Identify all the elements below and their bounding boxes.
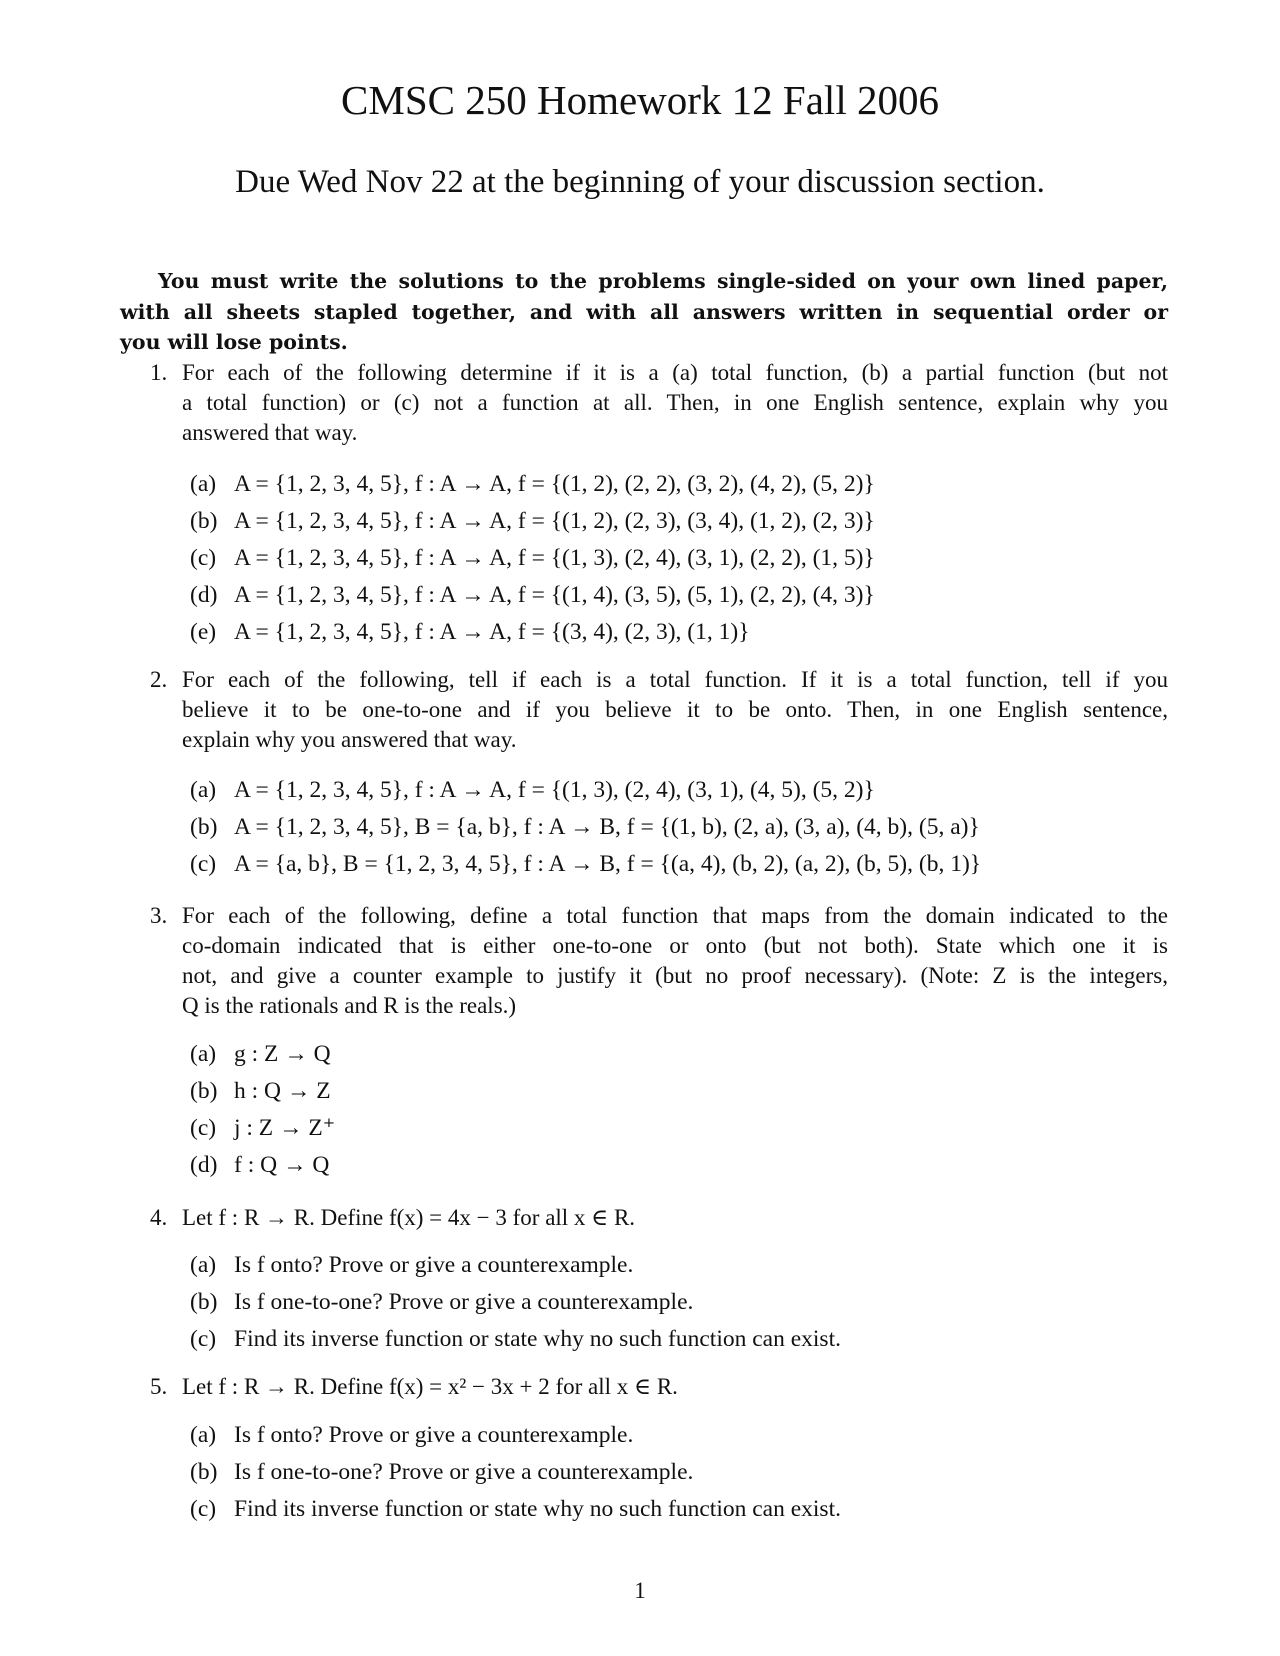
subpart <box>190 846 981 883</box>
subpart-text: Is f one-to-one? Prove or give a counterexample. <box>234 1459 694 1485</box>
subpart-label: (c) <box>190 1496 217 1522</box>
problem-2 <box>150 665 1168 755</box>
document-title: CMSC 250 Homework 12 Fall 2006 <box>341 77 939 123</box>
subpart-text: A = {1, 2, 3, 4, 5}, f : A → A, f = {(1, 2), (2, 3), (3, 4), (1, 2), (2, 3)} <box>234 508 875 534</box>
due-date: Due Wed Nov 22 at the beginning of your discussion section. <box>235 164 1045 200</box>
subpart <box>190 466 875 503</box>
subpart <box>190 1073 335 1110</box>
subpart-text: h : Q → Z <box>234 1078 331 1104</box>
subpart-label: (c) <box>190 851 217 877</box>
notice-line: you will lose points. <box>120 330 348 354</box>
subpart <box>190 540 875 577</box>
subpart-text: f : Q → Q <box>234 1152 330 1178</box>
problem-number: 1. <box>150 360 168 385</box>
subpart-label: (d) <box>190 1152 218 1178</box>
problem-1 <box>150 358 1168 448</box>
problem-number: 4. <box>150 1205 168 1230</box>
subpart-text: A = {1, 2, 3, 4, 5}, f : A → A, f = {(3, 4), (2, 3), (1, 1)} <box>234 619 750 645</box>
subpart <box>190 1147 335 1184</box>
subpart-label: (c) <box>190 1115 217 1141</box>
problem-text-line: explain why you answered that way. <box>182 727 517 752</box>
subpart-text: j : Z → Z⁺ <box>234 1115 336 1141</box>
subpart <box>190 809 981 846</box>
subpart-label: (b) <box>190 1459 218 1485</box>
subpart <box>190 1417 841 1454</box>
subpart-text: A = {1, 2, 3, 4, 5}, B = {a, b}, f : A → B, f = {(1, b), (2, a), (3, a), (4, b), (5, a)} <box>234 814 980 840</box>
subpart-text: Is f onto? Prove or give a counterexample. <box>234 1252 634 1278</box>
subpart-text: Find its inverse function or state why no such function can exist. <box>234 1326 841 1352</box>
subpart-text: A = {1, 2, 3, 4, 5}, f : A → A, f = {(1, 4), (3, 5), (5, 1), (2, 2), (4, 3)} <box>234 582 875 608</box>
problem-text-line: Q is the rationals and R is the reals.) <box>182 993 517 1018</box>
problem-3-subparts <box>190 1036 335 1184</box>
subpart <box>190 1247 841 1284</box>
subpart-text: A = {1, 2, 3, 4, 5}, f : A → A, f = {(1, 3), (2, 4), (3, 1), (4, 5), (5, 2)} <box>234 777 875 803</box>
problem-text-line: co-domain indicated that is either one-to-one or onto (but not both). State which one it is <box>182 933 1168 958</box>
problem-text-line: Let f : R → R. Define f(x) = 4x − 3 for all x ∈ R. <box>182 1205 636 1230</box>
subpart <box>190 614 875 651</box>
notice-line: with all sheets stapled together, and with all answers written in sequential order or <box>120 299 1168 324</box>
subpart-label: (a) <box>190 1041 217 1067</box>
subpart <box>190 1036 335 1073</box>
submission-notice <box>120 266 1168 358</box>
subpart-label: (a) <box>190 777 217 803</box>
subpart <box>190 1454 841 1491</box>
problem-text-line: believe it to be one-to-one and if you believe it to be onto. Then, in one English sentence, <box>182 697 1168 722</box>
problem-2-subparts <box>190 772 981 883</box>
problem-number: 2. <box>150 667 168 692</box>
problem-text-line: For each of the following, tell if each is a total function. If it is a total function, tell if you <box>182 667 1168 692</box>
problem-number: 3. <box>150 903 168 928</box>
subpart-text: Is f one-to-one? Prove or give a counterexample. <box>234 1289 694 1315</box>
problem-text-line: For each of the following determine if it is a (a) total function, (b) a partial function (but not <box>182 360 1168 385</box>
subpart <box>190 1110 335 1147</box>
subpart-label: (a) <box>190 471 217 497</box>
notice-line: You must write the solutions to the problems single-sided on your own lined paper, <box>158 269 1168 293</box>
problem-text-line: For each of the following, define a total function that maps from the domain indicated to the <box>182 903 1168 928</box>
subpart-text: A = {a, b}, B = {1, 2, 3, 4, 5}, f : A → B, f = {(a, 4), (b, 2), (a, 2), (b, 5), (b, 1)} <box>234 851 982 877</box>
subpart <box>190 1321 841 1358</box>
problem-5-subparts <box>190 1417 841 1528</box>
subpart <box>190 1284 841 1321</box>
subpart-label: (b) <box>190 508 218 534</box>
subpart-label: (a) <box>190 1422 217 1448</box>
problem-number: 5. <box>150 1374 168 1399</box>
subpart-label: (b) <box>190 814 218 840</box>
subpart-label: (c) <box>190 545 217 571</box>
page-number: 1 <box>634 1578 646 1603</box>
subpart-text: Find its inverse function or state why no such function can exist. <box>234 1496 841 1522</box>
subpart-label: (a) <box>190 1252 217 1278</box>
subpart-text: A = {1, 2, 3, 4, 5}, f : A → A, f = {(1, 3), (2, 4), (3, 1), (2, 2), (1, 5)} <box>234 545 875 571</box>
subpart-label: (e) <box>190 619 217 645</box>
subpart <box>190 1491 841 1528</box>
subpart <box>190 577 875 614</box>
subpart-text: g : Z → Q <box>234 1041 331 1067</box>
subpart <box>190 503 875 540</box>
problem-text-line: Let f : R → R. Define f(x) = x² − 3x + 2 for all x ∈ R. <box>182 1374 678 1399</box>
subpart-label: (c) <box>190 1326 217 1352</box>
problem-1-subparts <box>190 466 875 651</box>
problem-text-line: a total function) or (c) not a function at all. Then, in one English sentence, explain why you <box>182 390 1168 415</box>
problem-text-line: answered that way. <box>182 420 358 445</box>
subpart-label: (b) <box>190 1289 218 1315</box>
problem-text-line: not, and give a counter example to justify it (but no proof necessary). (Note: Z is the integers, <box>182 963 1168 988</box>
subpart-label: (d) <box>190 582 218 608</box>
problem-4 <box>150 1203 1168 1233</box>
subpart <box>190 772 981 809</box>
subpart-text: Is f onto? Prove or give a counterexample. <box>234 1422 634 1448</box>
problem-5 <box>150 1372 1168 1402</box>
problem-4-subparts <box>190 1247 841 1358</box>
subpart-text: A = {1, 2, 3, 4, 5}, f : A → A, f = {(1, 2), (2, 2), (3, 2), (4, 2), (5, 2)} <box>234 471 875 497</box>
problem-3 <box>150 901 1168 1021</box>
subpart-label: (b) <box>190 1078 218 1104</box>
